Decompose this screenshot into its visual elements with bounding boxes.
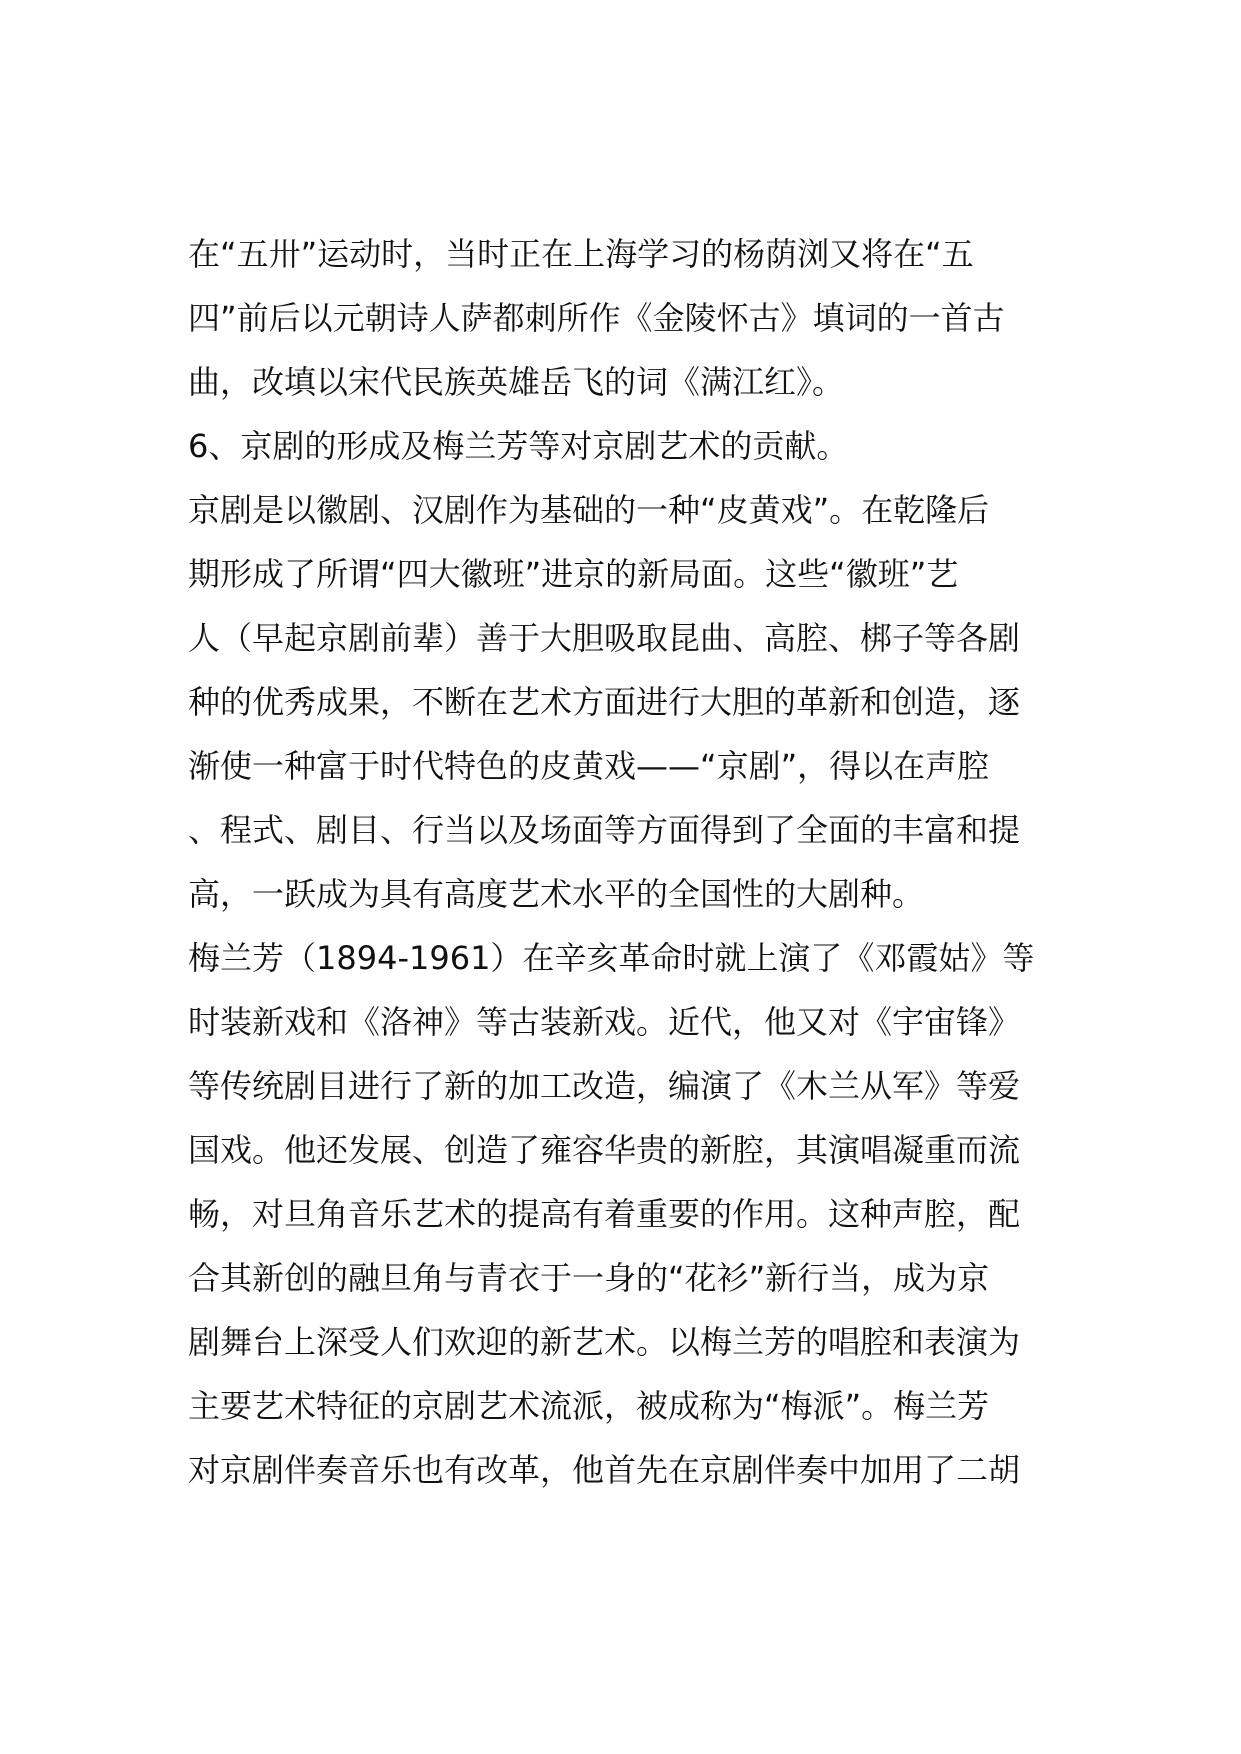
text-line: 国戏。他还发展、创造了雍容华贵的新腔，其演唱凝重而流 <box>188 1131 1021 1169</box>
text-line: 等传统剧目进行了新的加工改造，编演了《木兰从军》等爱 <box>188 1067 1021 1105</box>
text-line: 四”前后以元朝诗人萨都刺所作《金陵怀古》填词的一首古 <box>188 299 1005 337</box>
text-line: 种的优秀成果，不断在艺术方面进行大胆的革新和创造，逐 <box>188 683 1021 721</box>
text-line: 期形成了所谓“四大徽班”进京的新局面。这些“徽班”艺 <box>188 555 959 593</box>
text-line: 主要艺术特征的京剧艺术流派，被成称为“梅派”。梅兰芳 <box>188 1387 990 1425</box>
text-line: 畅，对旦角音乐艺术的提高有着重要的作用。这种声腔，配 <box>188 1195 1021 1233</box>
text-line: 曲，改填以宋代民族英雄岳飞的词《满江红》。 <box>188 363 845 401</box>
body-text <box>188 222 1058 1502</box>
text-line: 、程式、剧目、行当以及场面等方面得到了全面的丰富和提 <box>188 811 1021 849</box>
text-line: 在“五卅”运动时，当时正在上海学习的杨荫浏又将在“五 <box>188 235 974 273</box>
text-line: 渐使一种富于时代特色的皮黄戏——“京剧”，得以在声腔 <box>188 747 990 785</box>
text-line: 时装新戏和《洛神》等古装新戏。近代，他又对《宇宙锋》 <box>188 1003 1021 1041</box>
text-line: 对京剧伴奏音乐也有改革，他首先在京剧伴奏中加用了二胡 <box>188 1451 1021 1489</box>
text-line: 高，一跃成为具有高度艺术水平的全国性的大剧种。 <box>188 875 925 913</box>
text-line: 人（早起京剧前辈）善于大胆吸取昆曲、高腔、梆子等各剧 <box>188 619 1021 657</box>
text-line: 剧舞台上深受人们欢迎的新艺术。以梅兰芳的唱腔和表演为 <box>188 1323 1021 1361</box>
text-line: 梅兰芳（1894-1961）在辛亥革命时就上演了《邓霞姑》等 <box>188 939 1035 977</box>
text-line: 合其新创的融旦角与青衣于一身的“花衫”新行当，成为京 <box>188 1259 990 1297</box>
text-line: 京剧是以徽剧、汉剧作为基础的一种“皮黄戏”。在乾隆后 <box>188 491 990 529</box>
section-heading: 6、京剧的形成及梅兰芳等对京剧艺术的贡献。 <box>188 427 849 465</box>
